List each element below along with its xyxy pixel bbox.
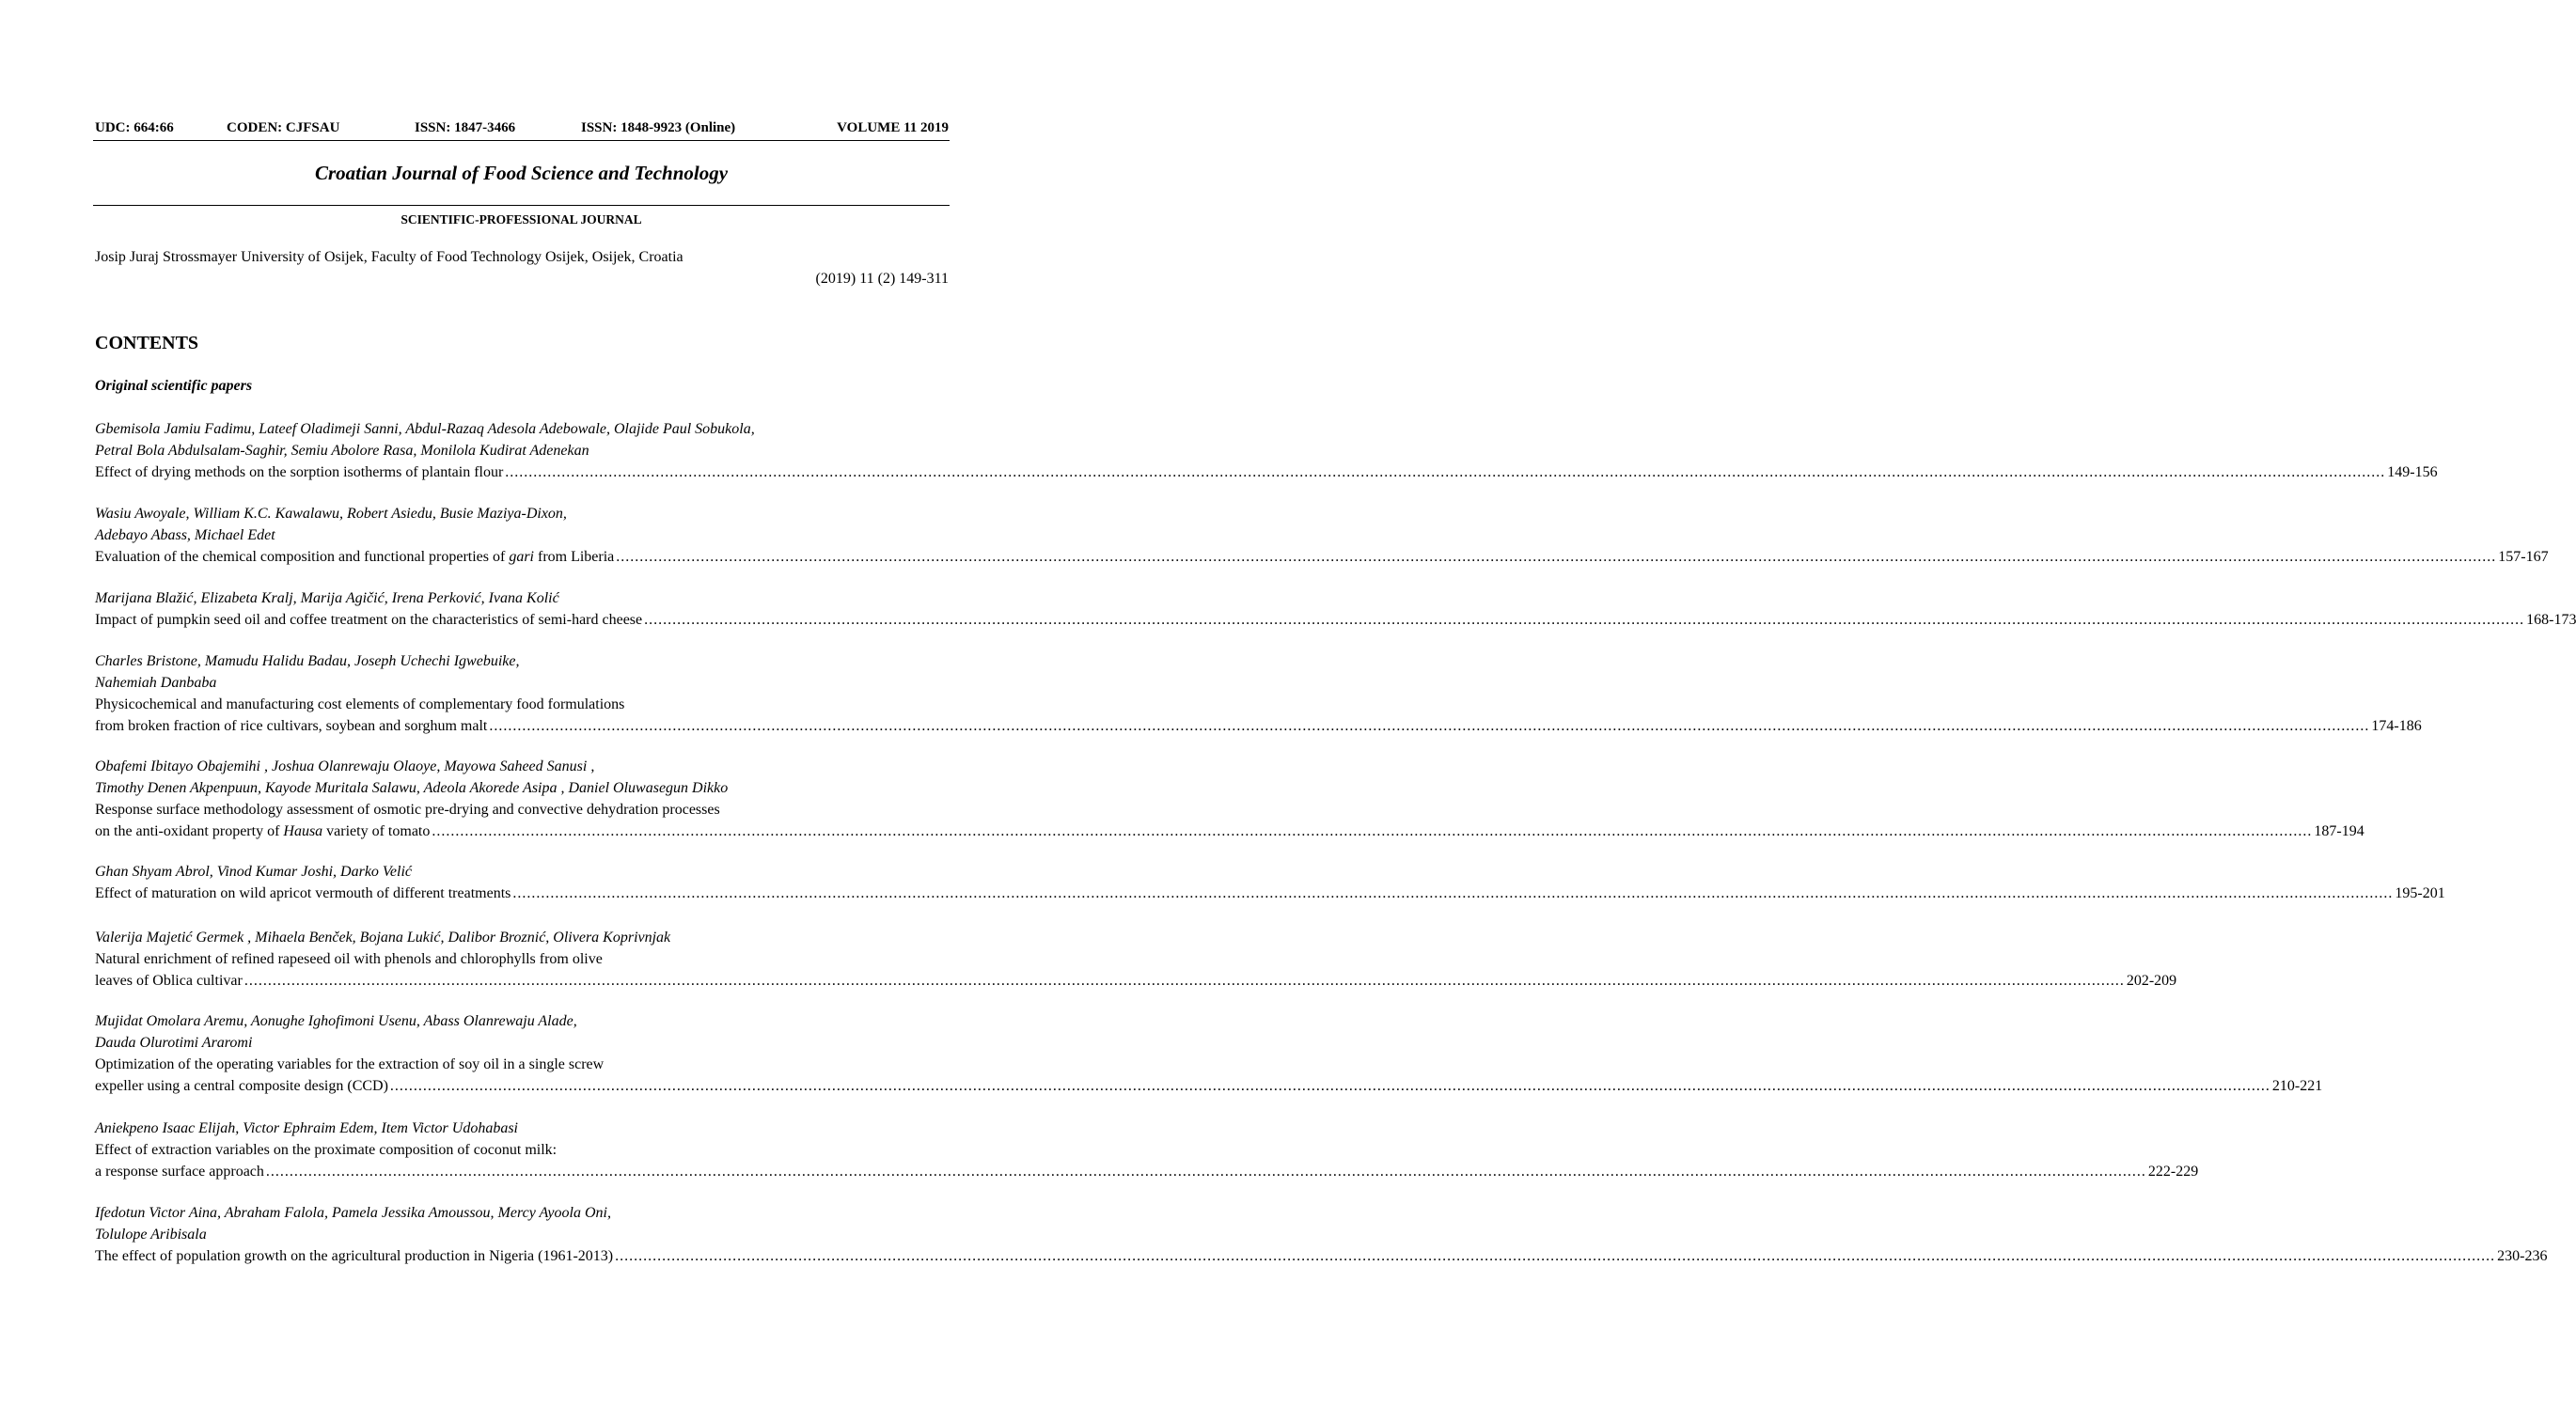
entry-title-line[interactable]: [95, 1075, 2323, 1097]
entry-title: Impact of pumpkin seed oil and coffee treatment on the characteristics of semi-hard cheese: [95, 612, 643, 628]
issn-online: ISSN: 1848-9923 (Online): [581, 120, 736, 135]
dot-leader: ................................................................................................................................................................................................................................................................................................................................................................................................................: [243, 973, 2125, 989]
udc-code: UDC: 664:66: [95, 120, 174, 135]
entry-title-part: Response surface methodology assessment of osmotic pre-drying and convective dehydration processes: [95, 802, 720, 818]
entry-authors: Ghan Shyam Abrol, Vinod Kumar Joshi, Darko Velić: [95, 864, 413, 880]
dot-leader: ................................................................................................................................................................................................................................................................................................................................................................................................................: [616, 549, 2497, 565]
entry-title-line[interactable]: [95, 609, 2576, 631]
entry-title: Effect of drying methods on the sorption isotherms of plantain flour: [95, 464, 504, 480]
toc-entry: [95, 861, 2445, 904]
entry-pages: 195-201: [2395, 885, 2445, 901]
journal-type: SCIENTIFIC-PROFESSIONAL JOURNAL: [401, 212, 642, 227]
entry-authors: Mujidat Omolara Aremu, Aonughe Ighofimoni Usenu, Abass Olanrewaju Alade, Dauda Olurotimi Araromi: [95, 1013, 577, 1051]
entry-pages: 202-209: [2126, 973, 2177, 989]
journal-title: Croatian Journal of Food Science and Technology: [314, 162, 729, 184]
dot-leader: ................................................................................................................................................................................................................................................................................................................................................................................................................: [615, 1248, 2496, 1264]
toc-entry: [95, 503, 2549, 568]
volume: VOLUME 11 2019: [837, 120, 949, 135]
entry-title-line[interactable]: [95, 546, 2549, 568]
dot-leader: ................................................................................................................................................................................................................................................................................................................................................................................................................: [432, 823, 2313, 839]
entry-authors: Aniekpeno Isaac Elijah, Victor Ephraim Edem, Item Victor Udohabasi: [95, 1120, 518, 1136]
entry-authors: Charles Bristone, Mamudu Halidu Badau, Joseph Uchechi Igwebuike, Nahemiah Danbaba: [95, 653, 520, 691]
entry-title: on the anti-oxidant property of Hausa variety of tomato: [95, 823, 431, 839]
entry-title-line[interactable]: [95, 1161, 2199, 1182]
entry-pages: 230-236: [2497, 1248, 2548, 1264]
dot-leader: ................................................................................................................................................................................................................................................................................................................................................................................................................: [644, 612, 2525, 628]
entry-pages: 187-194: [2314, 823, 2364, 839]
dot-leader: ................................................................................................................................................................................................................................................................................................................................................................................................................: [512, 885, 2394, 901]
masthead: [95, 120, 949, 139]
entry-title: leaves of Oblica cultivar: [95, 973, 243, 989]
entry-title-part: Natural enrichment of refined rapeseed oil with phenols and chlorophylls from olive: [95, 951, 603, 967]
entry-title: Effect of maturation on wild apricot vermouth of different treatments: [95, 885, 511, 901]
entry-pages: 210-221: [2271, 1078, 2323, 1094]
header-rule-top: [93, 140, 950, 141]
dot-leader: ................................................................................................................................................................................................................................................................................................................................................................................................................: [505, 464, 2386, 480]
entry-pages: 149-156: [2387, 464, 2438, 480]
toc-entry: [95, 650, 2422, 737]
toc-entry: [95, 756, 2364, 842]
entry-title: from broken fraction of rice cultivars, soybean and sorghum malt: [95, 718, 488, 734]
entry-authors: Obafemi Ibitayo Obajemihi , Joshua Olanrewaju Olaoye, Mayowa Saheed Sanusi , Timothy Denen Akpenpuun, Kayode Muritala Salawu, Adeola Akorede Asipa , Daniel Oluwasegun Dikko: [95, 758, 729, 796]
entry-pages: 222-229: [2147, 1164, 2199, 1180]
toc-entry: [95, 1010, 2323, 1097]
entry-title-part: Physicochemical and manufacturing cost elements of complementary food formulations: [95, 696, 625, 712]
header-rule-bottom: [93, 205, 950, 206]
coden: CODEN: CJFSAU: [227, 120, 340, 135]
entry-authors: Marijana Blažić, Elizabeta Kralj, Marija Agičić, Irena Perković, Ivana Kolić: [95, 590, 559, 606]
entry-title-line[interactable]: [95, 461, 2438, 483]
entry-title-part: Optimization of the operating variables for the extraction of soy oil in a single screw: [95, 1056, 605, 1072]
dot-leader: ................................................................................................................................................................................................................................................................................................................................................................................................................: [389, 1078, 2270, 1094]
entry-authors: Wasiu Awoyale, William K.C. Kawalawu, Robert Asiedu, Busie Maziya-Dixon, Adebayo Abass, Michael Edet: [95, 506, 567, 543]
dot-leader: ................................................................................................................................................................................................................................................................................................................................................................................................................: [265, 1164, 2146, 1180]
entry-title: a response surface approach: [95, 1164, 264, 1180]
toc-entry: [95, 1202, 2548, 1267]
entry-authors: Ifedotun Victor Aina, Abraham Falola, Pamela Jessika Amoussou, Mercy Ayoola Oni, Tolulope Aribisala: [95, 1205, 611, 1243]
section-heading: Original scientific papers: [95, 378, 253, 394]
entry-title-line[interactable]: [95, 821, 2364, 842]
entry-title-line[interactable]: [95, 715, 2422, 737]
entry-title-line[interactable]: [95, 970, 2177, 992]
institution: Josip Juraj Strossmayer University of Osijek, Faculty of Food Technology Osijek, Osijek, Croatia: [95, 249, 683, 265]
contents-heading: CONTENTS: [95, 333, 199, 353]
issn-print: ISSN: 1847-3466: [415, 120, 516, 135]
entry-authors: Valerija Majetić Germek , Mihaela Benček, Bojana Lukić, Dalibor Broznić, Olivera Koprivnjak: [95, 930, 671, 946]
entry-title-line[interactable]: [95, 1245, 2548, 1267]
entry-pages: 168-173: [2526, 612, 2576, 628]
entry-pages: 157-167: [2498, 549, 2549, 565]
toc-entry: [95, 587, 2576, 631]
issue-reference: (2019) 11 (2) 149-311: [815, 271, 949, 287]
entry-title-line[interactable]: [95, 883, 2445, 904]
toc-entry: [95, 418, 2438, 483]
toc-entry: [95, 1118, 2199, 1182]
entry-title: The effect of population growth on the agricultural production in Nigeria (1961-2013): [95, 1248, 614, 1264]
dot-leader: ................................................................................................................................................................................................................................................................................................................................................................................................................: [489, 718, 2370, 734]
entry-title: expeller using a central composite design (CCD): [95, 1078, 388, 1094]
entry-pages: 174-186: [2371, 718, 2422, 734]
toc-entry: [95, 927, 2177, 992]
entry-title: Evaluation of the chemical composition and functional properties of gari from Liberia: [95, 549, 615, 565]
entry-authors: Gbemisola Jamiu Fadimu, Lateef Oladimeji Sanni, Abdul-Razaq Adesola Adebowale, Olajide Paul Sobukola, Petral Bola Abdulsalam-Saghir, Semiu Abolore Rasa, Monilola Kudirat Adenekan: [95, 421, 755, 459]
entry-title-part: Effect of extraction variables on the proximate composition of coconut milk:: [95, 1142, 558, 1158]
